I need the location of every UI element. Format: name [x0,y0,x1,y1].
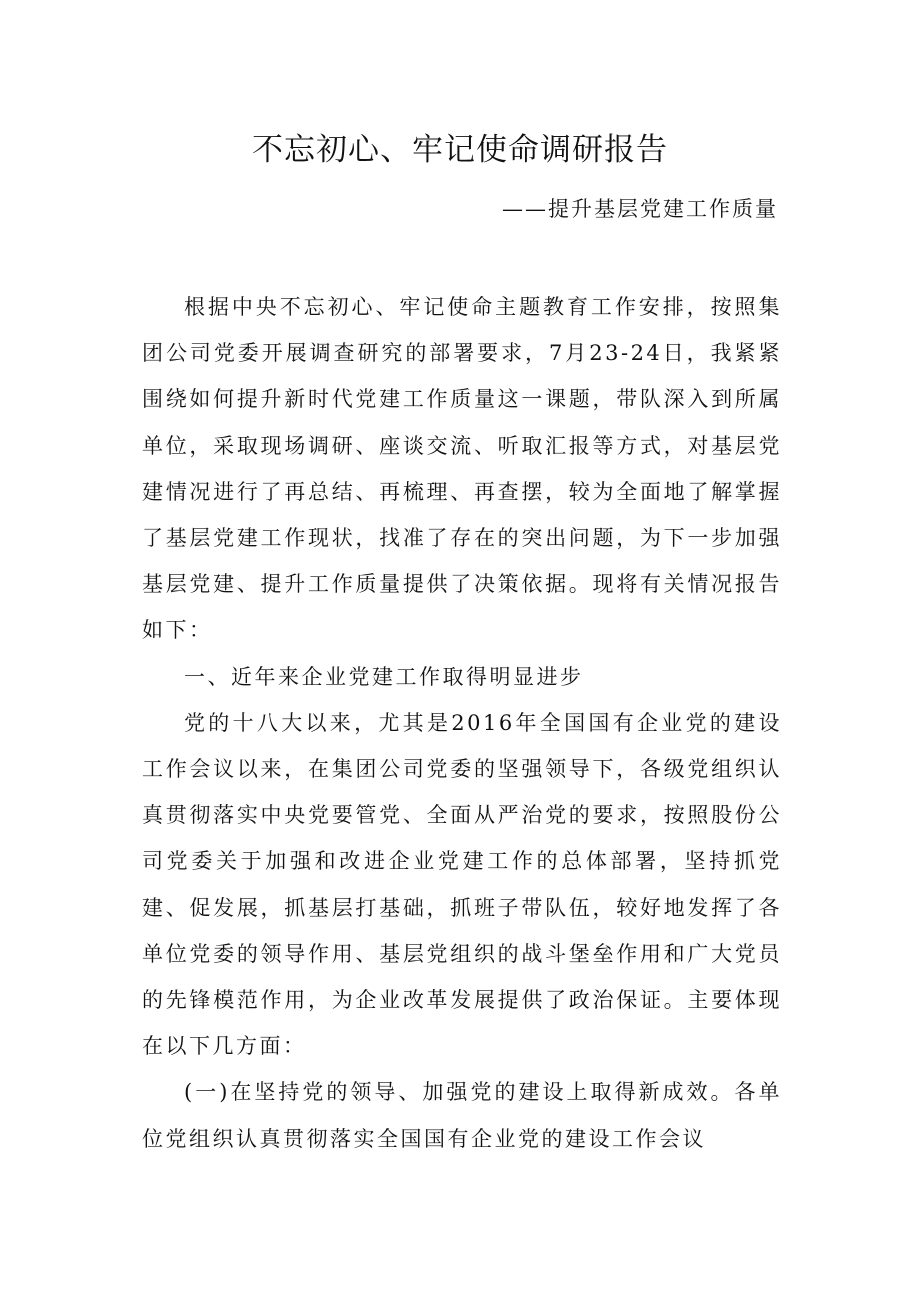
document-body [142,284,782,1162]
paragraph-subsection-1: (一)在坚持党的领导、加强党的建设上取得新成效。各单位党组织认真贯彻落实全国国有企业党的建设工作会议 [142,1080,782,1151]
paragraph-intro: 根据中央不忘初心、牢记使命主题教育工作安排，按照集团公司党委开展调查研究的部署要求，7月23-24日，我紧紧围绕如何提升新时代党建工作质量这一课题，带队深入到所属单位，采取现场调研、座谈交流、听取汇报等方式，对基层党建情况进行了再总结、再梳理、再查摆，较为全面地了解掌握了基层党建工作现状，找准了存在的突出问题，为下一步加强基层党建、提升工作质量提供了决策依据。现将有关情况报告如下： [142,295,782,643]
paragraph-section-1: 党的十八大以来，尤其是2016年全国国有企业党的建设工作会议以来，在集团公司党委的坚强领导下，各级党组织认真贯彻落实中央党要管党、全面从严治党的要求，按照股份公司党委关于加强和改进企业党建工作的总体部署，坚持抓党建、促发展，抓基层打基础，抓班子带队伍，较好地发挥了各单位党委的领导作用、基层党组织的战斗堡垒作用和广大党员的先锋模范作用，为企业改革发展提供了政治保证。主要体现在以下几方面： [142,710,782,1059]
page-title: 不忘初心、牢记使命调研报告 [252,132,668,168]
section-heading-1: 一、近年来企业党建工作取得明显进步 [184,664,584,689]
page-subtitle: ——提升基层党建工作质量 [502,197,778,221]
